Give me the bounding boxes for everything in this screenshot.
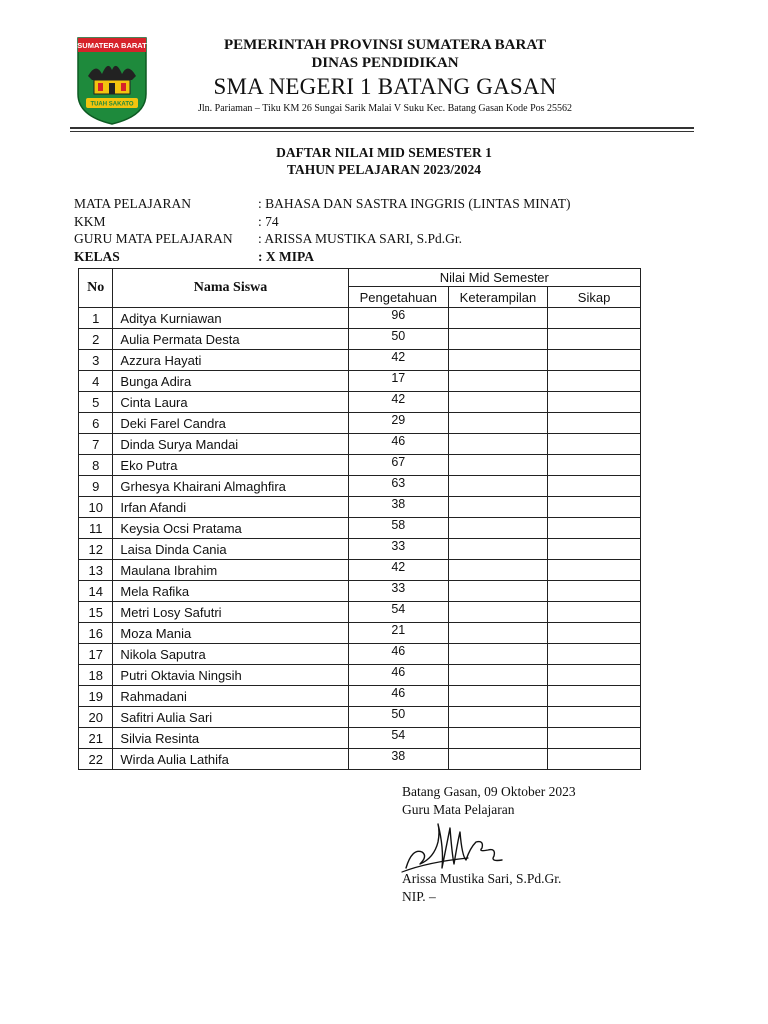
table-row — [79, 371, 641, 392]
row-no: 15 — [79, 602, 113, 623]
table-row — [79, 434, 641, 455]
row-no: 19 — [79, 686, 113, 707]
info-label: KELAS — [74, 248, 120, 264]
row-keterampilan — [448, 644, 547, 665]
table-row — [79, 644, 641, 665]
row-keterampilan — [448, 371, 547, 392]
row-sikap — [548, 497, 641, 518]
row-keterampilan — [448, 350, 547, 371]
header-no: No — [79, 269, 113, 308]
row-keterampilan — [448, 686, 547, 707]
row-no: 14 — [79, 581, 113, 602]
row-name: Aulia Permata Desta — [113, 329, 348, 350]
table-row — [79, 665, 641, 686]
row-pengetahuan: 33 — [348, 539, 448, 560]
row-sikap — [548, 434, 641, 455]
school-address: Jln. Pariaman – Tiku KM 26 Sungai Sarik Malai V Suku Kec. Batang Gasan Kode Pos 25562 — [197, 103, 573, 114]
row-name: Irfan Afandi — [113, 497, 348, 518]
table-row — [79, 749, 641, 770]
grades-table — [78, 268, 641, 770]
row-keterampilan — [448, 665, 547, 686]
row-no: 17 — [79, 644, 113, 665]
row-sikap — [548, 749, 641, 770]
row-pengetahuan: 29 — [348, 413, 448, 434]
info-label: MATA PELAJARAN — [74, 196, 192, 211]
row-sikap — [548, 665, 641, 686]
row-pengetahuan: 54 — [348, 728, 448, 749]
table-row — [79, 413, 641, 434]
row-name: Deki Farel Candra — [113, 413, 348, 434]
teacher-name: Arissa Mustika Sari, S.Pd.Gr. — [402, 871, 562, 886]
row-no: 7 — [79, 434, 113, 455]
row-name: Keysia Ocsi Pratama — [113, 518, 348, 539]
row-pengetahuan: 33 — [348, 581, 448, 602]
header-rule-thick — [70, 127, 694, 129]
row-name: Silvia Resinta — [113, 728, 348, 749]
info-row-class — [74, 248, 570, 266]
table-row — [79, 707, 641, 728]
table-row — [79, 392, 641, 413]
row-keterampilan — [448, 308, 547, 329]
row-keterampilan — [448, 392, 547, 413]
row-no: 5 — [79, 392, 113, 413]
row-pengetahuan: 50 — [348, 329, 448, 350]
row-keterampilan — [448, 623, 547, 644]
logo-banner-text: SUMATERA BARAT — [77, 41, 147, 50]
row-pengetahuan: 38 — [348, 749, 448, 770]
table-row — [79, 476, 641, 497]
info-block — [74, 195, 570, 265]
row-sikap — [548, 539, 641, 560]
row-name: Metri Losy Safutri — [113, 602, 348, 623]
table-row — [79, 497, 641, 518]
row-pengetahuan: 46 — [348, 434, 448, 455]
row-pengetahuan: 67 — [348, 455, 448, 476]
table-row — [79, 728, 641, 749]
row-sikap — [548, 581, 641, 602]
table-row — [79, 350, 641, 371]
row-keterampilan — [448, 539, 547, 560]
info-row-kkm — [74, 213, 570, 231]
row-name: Nikola Saputra — [113, 644, 348, 665]
row-pengetahuan: 17 — [348, 371, 448, 392]
table-row — [79, 329, 641, 350]
info-label: KKM — [74, 213, 106, 229]
table-row — [79, 455, 641, 476]
table-row — [79, 602, 641, 623]
info-row-subject — [74, 195, 570, 213]
row-keterampilan — [448, 749, 547, 770]
row-name: Putri Oktavia Ningsih — [113, 665, 348, 686]
row-pengetahuan: 46 — [348, 644, 448, 665]
row-pengetahuan: 42 — [348, 350, 448, 371]
row-name: Moza Mania — [113, 623, 348, 644]
signature-block — [402, 783, 576, 818]
table-row — [79, 623, 641, 644]
row-pengetahuan: 63 — [348, 476, 448, 497]
place-date: Batang Gasan, 09 Oktober 2023 — [402, 784, 576, 799]
row-sikap — [548, 392, 641, 413]
row-name: Aditya Kurniawan — [113, 308, 348, 329]
info-row-teacher — [74, 230, 570, 248]
info-value: : ARISSA MUSTIKA SARI, S.Pd.Gr. — [258, 231, 463, 246]
logo-motto-text: TUAH SAKATO — [90, 101, 134, 108]
row-no: 20 — [79, 707, 113, 728]
row-sikap — [548, 560, 641, 581]
province-logo — [76, 36, 148, 126]
row-keterampilan — [448, 560, 547, 581]
row-keterampilan — [448, 728, 547, 749]
row-pengetahuan: 50 — [348, 707, 448, 728]
grades-body — [79, 308, 641, 770]
row-keterampilan — [448, 413, 547, 434]
row-no: 16 — [79, 623, 113, 644]
row-name: Rahmadani — [113, 686, 348, 707]
row-no: 9 — [79, 476, 113, 497]
row-sikap — [548, 644, 641, 665]
department-line: DINAS PENDIDIKAN — [311, 55, 459, 71]
row-name: Bunga Adira — [113, 371, 348, 392]
row-name: Safitri Aulia Sari — [113, 707, 348, 728]
row-name: Dinda Surya Mandai — [113, 434, 348, 455]
row-sikap — [548, 623, 641, 644]
row-no: 10 — [79, 497, 113, 518]
row-no: 13 — [79, 560, 113, 581]
header-pengetahuan: Pengetahuan — [348, 287, 448, 308]
row-sikap — [548, 308, 641, 329]
row-sikap — [548, 371, 641, 392]
document-title — [0, 144, 768, 178]
header-keterampilan: Keterampilan — [448, 287, 547, 308]
info-value: : X MIPA — [258, 248, 314, 264]
row-no: 2 — [79, 329, 113, 350]
header-sikap: Sikap — [548, 287, 641, 308]
row-no: 12 — [79, 539, 113, 560]
row-no: 22 — [79, 749, 113, 770]
row-sikap — [548, 728, 641, 749]
row-no: 18 — [79, 665, 113, 686]
handwritten-signature — [398, 818, 508, 876]
row-pengetahuan: 58 — [348, 518, 448, 539]
info-label: GURU MATA PELAJARAN — [74, 231, 233, 246]
row-pengetahuan: 38 — [348, 497, 448, 518]
table-row — [79, 560, 641, 581]
table-row — [79, 686, 641, 707]
row-keterampilan — [448, 602, 547, 623]
signature-name-block — [402, 870, 561, 905]
table-row — [79, 539, 641, 560]
row-pengetahuan: 54 — [348, 602, 448, 623]
row-sikap — [548, 602, 641, 623]
row-keterampilan — [448, 518, 547, 539]
table-row — [79, 308, 641, 329]
row-pengetahuan: 96 — [348, 308, 448, 329]
row-sikap — [548, 518, 641, 539]
row-sikap — [548, 350, 641, 371]
row-sikap — [548, 686, 641, 707]
row-sikap — [548, 707, 641, 728]
title-line-2: TAHUN PELAJARAN 2023/2024 — [286, 162, 481, 177]
teacher-role: Guru Mata Pelajaran — [402, 801, 515, 817]
row-sikap — [548, 455, 641, 476]
row-pengetahuan: 46 — [348, 665, 448, 686]
teacher-nip: NIP. – — [402, 888, 436, 904]
row-keterampilan — [448, 497, 547, 518]
row-no: 21 — [79, 728, 113, 749]
header-name-text: Nama Siswa — [193, 280, 268, 295]
row-keterampilan — [448, 476, 547, 497]
row-pengetahuan: 42 — [348, 392, 448, 413]
row-sikap — [548, 413, 641, 434]
row-no: 4 — [79, 371, 113, 392]
row-sikap — [548, 476, 641, 497]
row-keterampilan — [448, 434, 547, 455]
info-value: : BAHASA DAN SASTRA INGGRIS (LINTAS MINAT) — [258, 196, 571, 211]
table-row — [79, 518, 641, 539]
row-no: 11 — [79, 518, 113, 539]
row-keterampilan — [448, 581, 547, 602]
row-keterampilan — [448, 707, 547, 728]
info-value: : 74 — [258, 213, 279, 229]
row-pengetahuan: 42 — [348, 560, 448, 581]
row-no: 3 — [79, 350, 113, 371]
row-no: 6 — [79, 413, 113, 434]
row-pengetahuan: 21 — [348, 623, 448, 644]
govt-line: PEMERINTAH PROVINSI SUMATERA BARAT — [223, 37, 547, 53]
header-name — [113, 269, 348, 308]
row-name: Cinta Laura — [113, 392, 348, 413]
table-row — [79, 581, 641, 602]
row-name: Grhesya Khairani Almaghfira — [113, 476, 348, 497]
row-name: Mela Rafika — [113, 581, 348, 602]
row-name: Azzura Hayati — [113, 350, 348, 371]
title-line-1: DAFTAR NILAI MID SEMESTER 1 — [276, 145, 492, 160]
letterhead — [160, 36, 610, 116]
row-no: 8 — [79, 455, 113, 476]
row-keterampilan — [448, 329, 547, 350]
header-rule-thin — [70, 131, 694, 132]
row-name: Maulana Ibrahim — [113, 560, 348, 581]
row-pengetahuan: 46 — [348, 686, 448, 707]
row-sikap — [548, 329, 641, 350]
school-name: SMA NEGERI 1 BATANG GASAN — [213, 74, 557, 99]
row-keterampilan — [448, 455, 547, 476]
row-no: 1 — [79, 308, 113, 329]
row-name: Laisa Dinda Cania — [113, 539, 348, 560]
row-name: Eko Putra — [113, 455, 348, 476]
row-name: Wirda Aulia Lathifa — [113, 749, 348, 770]
header-group: Nilai Mid Semester — [348, 269, 640, 287]
